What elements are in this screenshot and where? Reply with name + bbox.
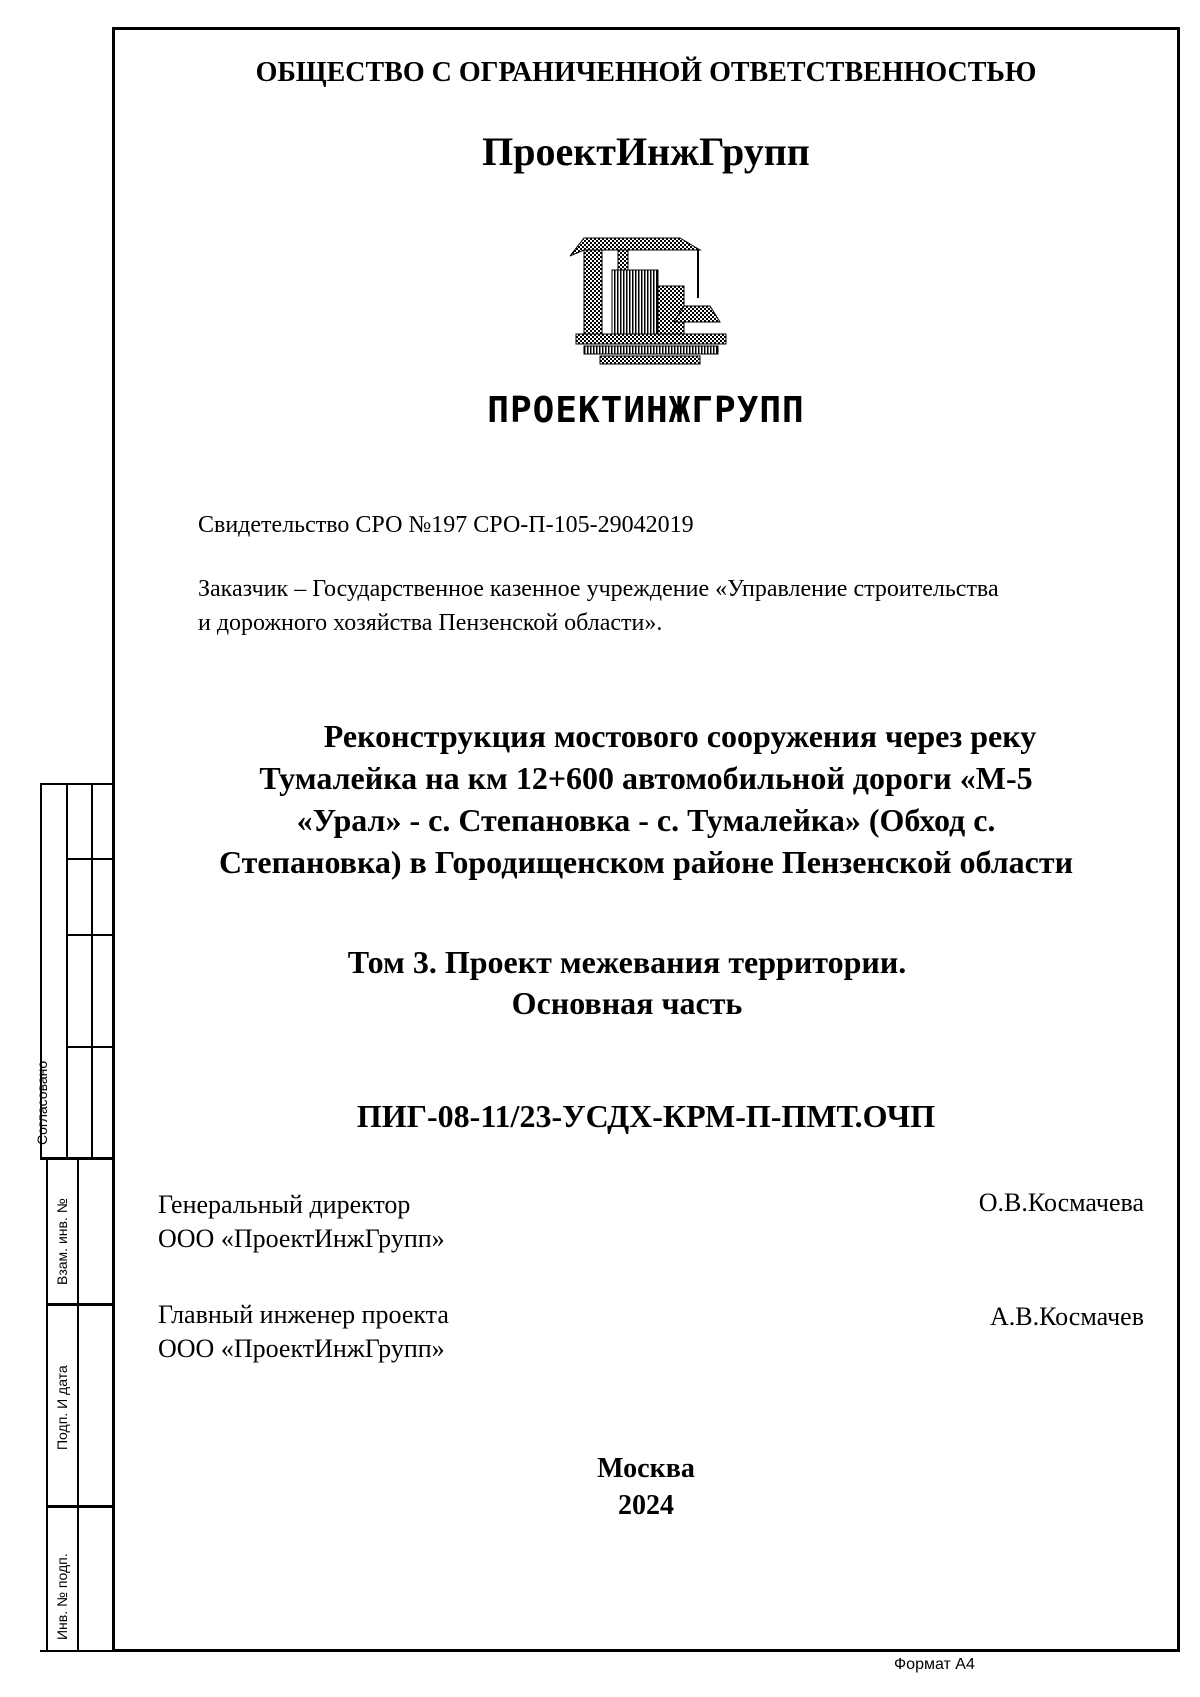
org-name: ПроектИнжГрупп bbox=[482, 129, 810, 174]
format-label: Формат А4 bbox=[894, 1656, 975, 1673]
project-title-line-4: Степановка) в Городищенском районе Пензенской области bbox=[218, 844, 1074, 880]
signature-org: ООО «ПроектИнжГрупп» bbox=[158, 1334, 445, 1363]
signature-name-director: О.В.Космачева bbox=[978, 1188, 1144, 1217]
stamp-agreed-label: Согласовано bbox=[34, 1060, 50, 1145]
customer-line-2: и дорожного хозяйства Пензенской области». bbox=[198, 610, 663, 636]
signature-name-chief-engineer: А.В.Космачев bbox=[989, 1302, 1144, 1331]
project-code: ПИГ-08-11/23-УСДХ-КРМ-П-ПМТ.ОЧП bbox=[356, 1098, 936, 1134]
signature-org: ООО «ПроектИнжГрупп» bbox=[158, 1224, 445, 1253]
certificate-text: Свидетельство СРО №197 СРО-П-105-29042019 bbox=[198, 512, 694, 538]
city: Москва bbox=[597, 1453, 695, 1484]
logo-wordmark: ПРОЕКТИНЖГРУПП bbox=[487, 390, 805, 431]
signature-block-chief-engineer bbox=[158, 1298, 449, 1366]
customer-line-1: Заказчик – Государственное казенное учреждение «Управление строительства bbox=[198, 576, 999, 602]
org-type: ОБЩЕСТВО С ОГРАНИЧЕННОЙ ОТВЕТСТВЕННОСТЬЮ bbox=[255, 57, 1037, 88]
year: 2024 bbox=[618, 1490, 674, 1521]
volume-title-line-1: Том 3. Проект межевания территории. bbox=[347, 944, 907, 980]
project-title-line-3: «Урал» - с. Степановка - с. Тумалейка» (Обход с. bbox=[296, 802, 996, 838]
volume-title-line-2: Основная часть bbox=[511, 985, 743, 1021]
signature-role: Главный инженер проекта bbox=[158, 1300, 449, 1329]
stamp-replace-inv-label: Взам. инв. № bbox=[54, 1198, 70, 1285]
project-title-line-2: Тумалейка на км 12+600 автомобильной дороги «М-5 bbox=[259, 760, 1033, 796]
project-title-line-1: Реконструкция мостового сооружения через реку bbox=[323, 718, 1037, 754]
stamp-inv-orig-label: Инв. № подп. bbox=[54, 1553, 70, 1640]
company-logo-icon bbox=[560, 228, 740, 376]
stamp-sign-date-label: Подп. И дата bbox=[54, 1365, 70, 1450]
signature-block-director bbox=[158, 1188, 445, 1256]
signature-role: Генеральный директор bbox=[158, 1190, 411, 1219]
